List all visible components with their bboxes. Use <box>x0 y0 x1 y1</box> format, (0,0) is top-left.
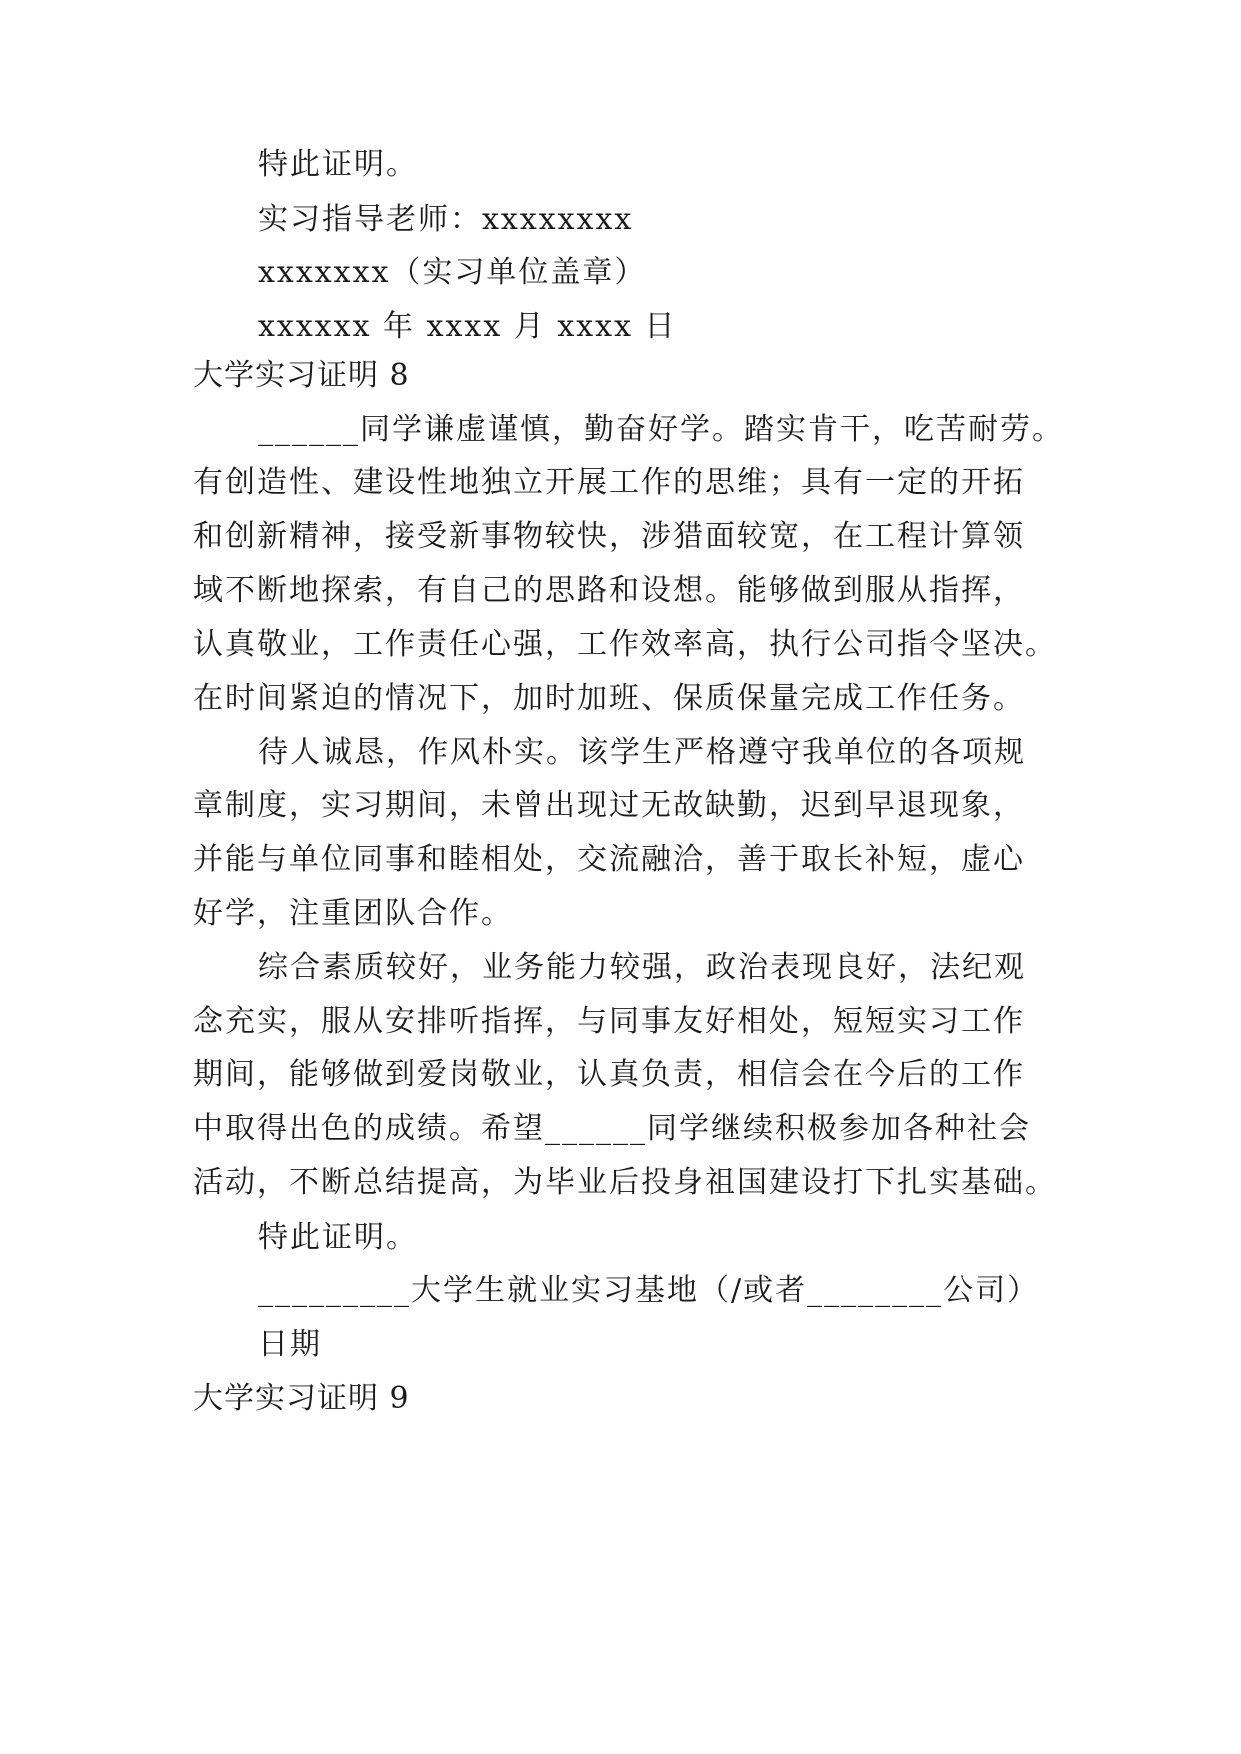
date-line: xxxxxx 年 xxxx 月 xxxx 日 <box>258 309 677 344</box>
paragraph-line: 有创造性、建设性地独立开展工作的思维；具有一定的开拓 <box>193 465 1025 500</box>
paragraph-line: 认真敬业，工作责任心强，工作效率高，执行公司指令坚决。 <box>193 627 1057 662</box>
paragraph-line: 在时间紧迫的情况下，加时加班、保质保量完成工作任务。 <box>193 681 1025 716</box>
section-heading: 大学实习证明 9 <box>193 1381 410 1416</box>
paragraph-line: 期间，能够做到爱岗敬业，认真负责，相信会在今后的工作 <box>193 1057 1025 1092</box>
section-heading: 大学实习证明 8 <box>193 358 410 393</box>
certify-text: 特此证明。 <box>258 1220 418 1255</box>
paragraph-line: 综合素质较好，业务能力较强，政治表现良好，法纪观 <box>258 950 1026 985</box>
teacher-line: 实习指导老师：xxxxxxxx <box>258 202 634 237</box>
paragraph-line: 和创新精神，接受新事物较快，涉猎面较宽，在工程计算领 <box>193 519 1025 554</box>
paragraph-line: 待人诚恳，作风朴实。该学生严格遵守我单位的各项规 <box>258 735 1026 770</box>
paragraph-line: 域不断地探索，有自己的思路和设想。能够做到服从指挥， <box>193 573 1025 608</box>
unit-seal-line: xxxxxxx（实习单位盖章） <box>258 255 647 290</box>
signature-line: _________大学生就业实习基地（/或者________公司） <box>258 1273 1040 1308</box>
paragraph-line: 中取得出色的成绩。希望______同学继续积极参加各种社会 <box>193 1111 1031 1146</box>
paragraph-line: 章制度，实习期间，未曾出现过无故缺勤，迟到早退现象， <box>193 788 1025 823</box>
paragraph-line: ______同学谦虚谨慎，勤奋好学。踏实肯干，吃苦耐劳。 <box>258 412 1064 447</box>
paragraph-line: 念充实，服从安排听指挥，与同事友好相处，短短实习工作 <box>193 1004 1025 1039</box>
paragraph-line: 并能与单位同事和睦相处，交流融洽，善于取长补短，虚心 <box>193 842 1025 877</box>
certify-text: 特此证明。 <box>258 147 418 182</box>
paragraph-line: 好学，注重团队合作。 <box>193 896 513 931</box>
paragraph-line: 活动，不断总结提高，为毕业后投身祖国建设打下扎实基础。 <box>193 1165 1057 1200</box>
date-label: 日期 <box>258 1327 322 1362</box>
